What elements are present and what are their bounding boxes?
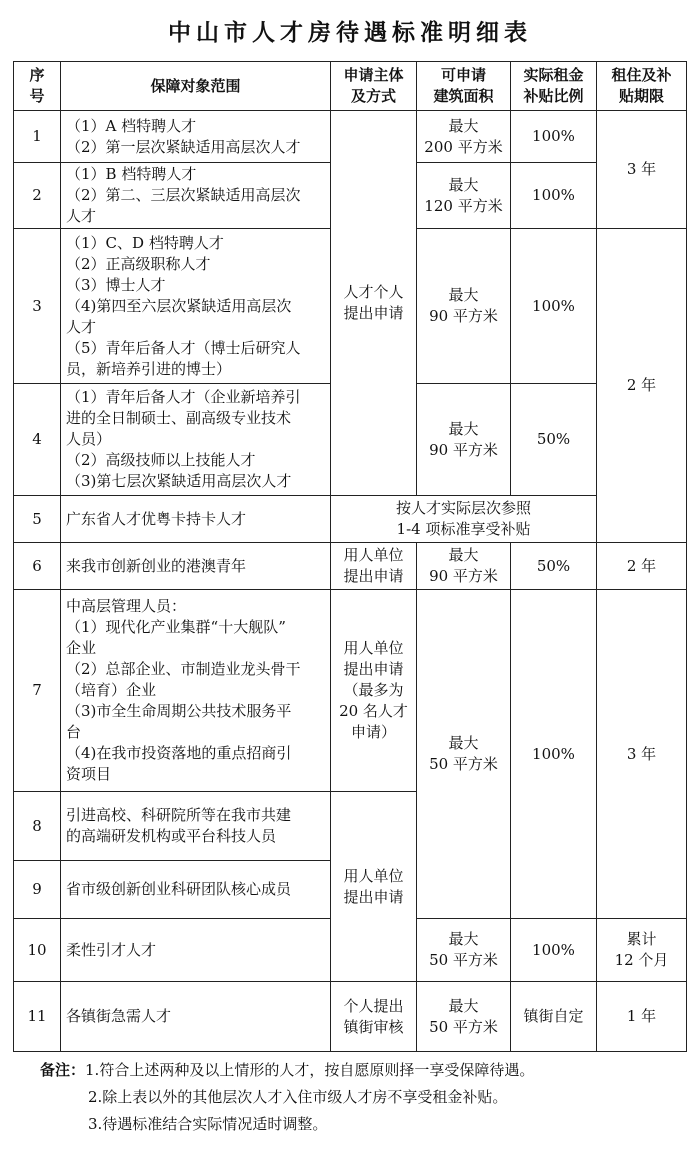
cell-no: 8 <box>14 792 61 861</box>
cell-scope: （1）A 档特聘人才 （2）第一层次紧缺适用高层次人才 <box>61 111 331 163</box>
table-row <box>14 982 687 1052</box>
cell-scope: 引进高校、科研院所等在我市共建 的高端研发机构或平台科技人员 <box>61 792 331 861</box>
table-row <box>14 590 687 792</box>
cell-merged-reference: 按人才实际层次参照 1-4 项标准享受补贴 <box>331 496 597 543</box>
cell-term: 1 年 <box>597 982 687 1052</box>
notes-section <box>40 1057 690 1138</box>
cell-area: 最大 90 平方米 <box>417 229 511 384</box>
cell-scope: 各镇街急需人才 <box>61 982 331 1052</box>
header-scope: 保障对象范围 <box>61 62 331 111</box>
cell-applicant: 用人单位 提出申请 （最多为 20 名人才 申请） <box>331 590 417 792</box>
cell-scope: 来我市创新创业的港澳青年 <box>61 543 331 590</box>
cell-no: 3 <box>14 229 61 384</box>
cell-no: 2 <box>14 163 61 229</box>
table-row <box>14 543 687 590</box>
cell-no: 10 <box>14 919 61 982</box>
cell-ratio-merged: 100% <box>511 590 597 919</box>
cell-term-merged: 3 年 <box>597 590 687 919</box>
cell-ratio: 100% <box>511 919 597 982</box>
note-item: 2.除上表以外的其他层次人才入住市级人才房不享受租金补贴。 <box>88 1088 508 1106</box>
cell-no: 9 <box>14 861 61 919</box>
cell-ratio: 50% <box>511 384 597 496</box>
cell-no: 6 <box>14 543 61 590</box>
cell-scope: （1）青年后备人才（企业新培养引 进的全日制硕士、副高级专业技术 人员） （2）高级技师以上技能人才 （3)第七层次紧缺适用高层次人才 <box>61 384 331 496</box>
cell-ratio: 镇街自定 <box>511 982 597 1052</box>
page-title: 中山市人才房待遇标准明细表 <box>168 20 532 46</box>
cell-applicant-merged: 用人单位 提出申请 <box>331 792 417 982</box>
cell-applicant-merged: 人才个人 提出申请 <box>331 111 417 496</box>
header-no: 序 号 <box>14 62 61 111</box>
cell-area: 最大 90 平方米 <box>417 543 511 590</box>
cell-no: 1 <box>14 111 61 163</box>
cell-applicant: 用人单位 提出申请 <box>331 543 417 590</box>
cell-scope: 柔性引才人才 <box>61 919 331 982</box>
cell-ratio: 100% <box>511 229 597 384</box>
cell-scope: 省市级创新创业科研团队核心成员 <box>61 861 331 919</box>
header-term: 租住及补 贴期限 <box>597 62 687 111</box>
header-ratio: 实际租金 补贴比例 <box>511 62 597 111</box>
cell-scope: 广东省人才优粤卡持卡人才 <box>61 496 331 543</box>
cell-scope: （1）B 档特聘人才 （2）第二、三层次紧缺适用高层次 人才 <box>61 163 331 229</box>
benefits-table <box>13 61 687 1052</box>
cell-area-merged: 最大 50 平方米 <box>417 590 511 919</box>
cell-term-merged: 2 年 <box>597 229 687 543</box>
cell-area: 最大 120 平方米 <box>417 163 511 229</box>
cell-no: 4 <box>14 384 61 496</box>
notes-label: 备注： <box>40 1061 86 1079</box>
cell-area: 最大 200 平方米 <box>417 111 511 163</box>
cell-ratio: 100% <box>511 163 597 229</box>
note-item: 备注：1.符合上述两种及以上情形的人才，按自愿原则择一享受保障待遇。 <box>40 1061 535 1079</box>
note-item: 3.待遇标准结合实际情况适时调整。 <box>88 1115 328 1133</box>
cell-area: 最大 50 平方米 <box>417 982 511 1052</box>
header-area: 可申请 建筑面积 <box>417 62 511 111</box>
cell-no: 11 <box>14 982 61 1052</box>
table-header-row <box>14 62 687 111</box>
cell-scope: （1）C、D 档特聘人才 （2）正高级职称人才 （3）博士人才 （4)第四至六层次紧缺适用高层次 人才 （5）青年后备人才（博士后研究人 员，新培养引进的博士） <box>61 229 331 384</box>
cell-term-merged: 3 年 <box>597 111 687 229</box>
table-row <box>14 496 687 543</box>
cell-term: 累计 12 个月 <box>597 919 687 982</box>
cell-area: 最大 90 平方米 <box>417 384 511 496</box>
cell-scope: 中高层管理人员： （1）现代化产业集群“十大舰队” 企业 （2）总部企业、市制造业龙头骨干 （培育）企业 （3)市全生命周期公共技术服务平 台 （4)在我市投资落地的重点招商引 资项目 <box>61 590 331 792</box>
cell-term: 2 年 <box>597 543 687 590</box>
cell-ratio: 50% <box>511 543 597 590</box>
cell-area: 最大 50 平方米 <box>417 919 511 982</box>
cell-no: 7 <box>14 590 61 792</box>
cell-applicant: 个人提出 镇街审核 <box>331 982 417 1052</box>
cell-no: 5 <box>14 496 61 543</box>
cell-ratio: 100% <box>511 111 597 163</box>
table-row <box>14 111 687 163</box>
header-applicant: 申请主体 及方式 <box>331 62 417 111</box>
